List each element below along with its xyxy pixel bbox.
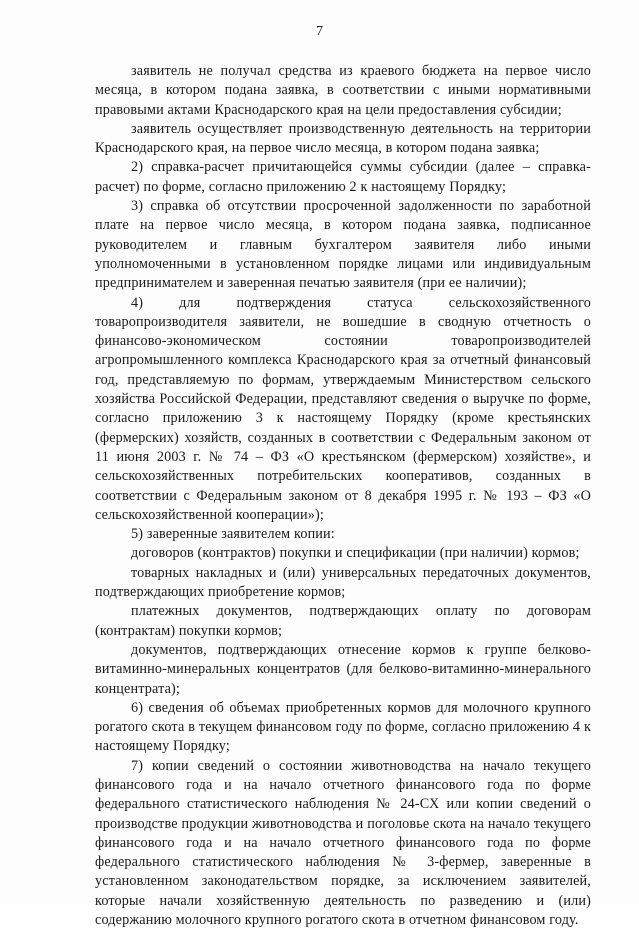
paragraph-item-4-producer-status: 4) для подтверждения статуса сельскохозяйственного товаропроизводителя заявители, не вошедшие в сводную отчетность о финансово-экономическом состоянии товаропроизводителей агропромышленного комплекса Краснодарского края за отчетный финансовый год, представляемую по формам, утверждаемым Министерством сельского хозяйства Российской Федерации, представляют сведения о выручке по форме, согласно приложению 3 к настоящему Порядку (кроме крестьянских (фермерских) хозяйств, созданных в соответствии с Федеральным законом от 11 июня 2003 г. № 74 – ФЗ «О крестьянском (фермерском) хозяйстве», и сельскохозяйственных потребительских кооперативов, созданных в соответствии с Федеральным законом от 8 декабря 1995 г. № 193 – ФЗ «О сельскохозяйственной кооперации»);	[95, 294, 591, 523]
paragraph-item-2-calculation: 2) справка-расчет причитающейся суммы субсидии (далее – справка-расчет) по форме, согласно приложению 2 к настоящему Порядку;	[95, 159, 591, 195]
paragraph-invoices: товарных накладных и (или) универсальных передаточных документов, подтверждающих приобретение кормов;	[95, 564, 591, 601]
paragraph-item-5-certified-copies: 5) заверенные заявителем копии:	[131, 526, 335, 543]
paragraph-payment-documents: платежных документов, подтверждающих оплату по договорам (контрактам) покупки кормов;	[95, 603, 591, 639]
paragraph-item-6-feed-volumes: 6) сведения об объемах приобретенных кормов для молочного крупного рогатого скота в текущем финансовом году по форме, согласно приложению 4 к настоящему Порядку;	[95, 699, 591, 755]
paragraph-feed-group-documents: документов, подтверждающих отнесение кормов к группе белково-витаминно-минеральных концентратов (для белково-витаминно-минерального концентрата);	[95, 641, 591, 697]
document-body	[95, 62, 591, 930]
paragraph-item-3-salary-debt: 3) справка об отсутствии просроченной задолженности по заработной плате на первое число месяца, в котором подана заявка, подписанное руководителем и главным бухгалтером заявителя либо иными уполномоченными в установленном порядке лицами или индивидуальным предпринимателем и заверенная печатью заявителя (при ее наличии);	[95, 198, 591, 292]
paragraph-applicant-no-budget-funds: заявитель не получал средства из краевого бюджета на первое число месяца, в котором подана заявка, в соответствии с иными нормативными правовыми актами Краснодарского края на цели предоставления субсидии;	[95, 63, 591, 118]
paragraph-contracts: договоров (контрактов) покупки и спецификации (при наличии) кормов;	[131, 545, 580, 562]
paragraph-item-7-livestock-reports: 7) копии сведений о состоянии животноводства на начало текущего финансового года и на начало отчетного финансового года по форме федерального статистического наблюдения № 24-СХ или копии сведений о производстве продукции животноводства и поголовье скота на начало текущего финансового года и на начало отчетного финансового года по форме федерального статистического наблюдения № 3-фермер, заверенные в установленном законодательством порядке, за исключением заявителей, которые начали хозяйственную деятельность по разведению и (или) содержанию молочного крупного рогатого скота в отчетном финансовом году.	[95, 757, 591, 929]
page-number: 7	[316, 24, 323, 39]
paragraph-applicant-activity-territory: заявитель осуществляет производственную деятельность на территории Краснодарского края, на первое число месяца, в котором подана заявка;	[95, 120, 591, 157]
